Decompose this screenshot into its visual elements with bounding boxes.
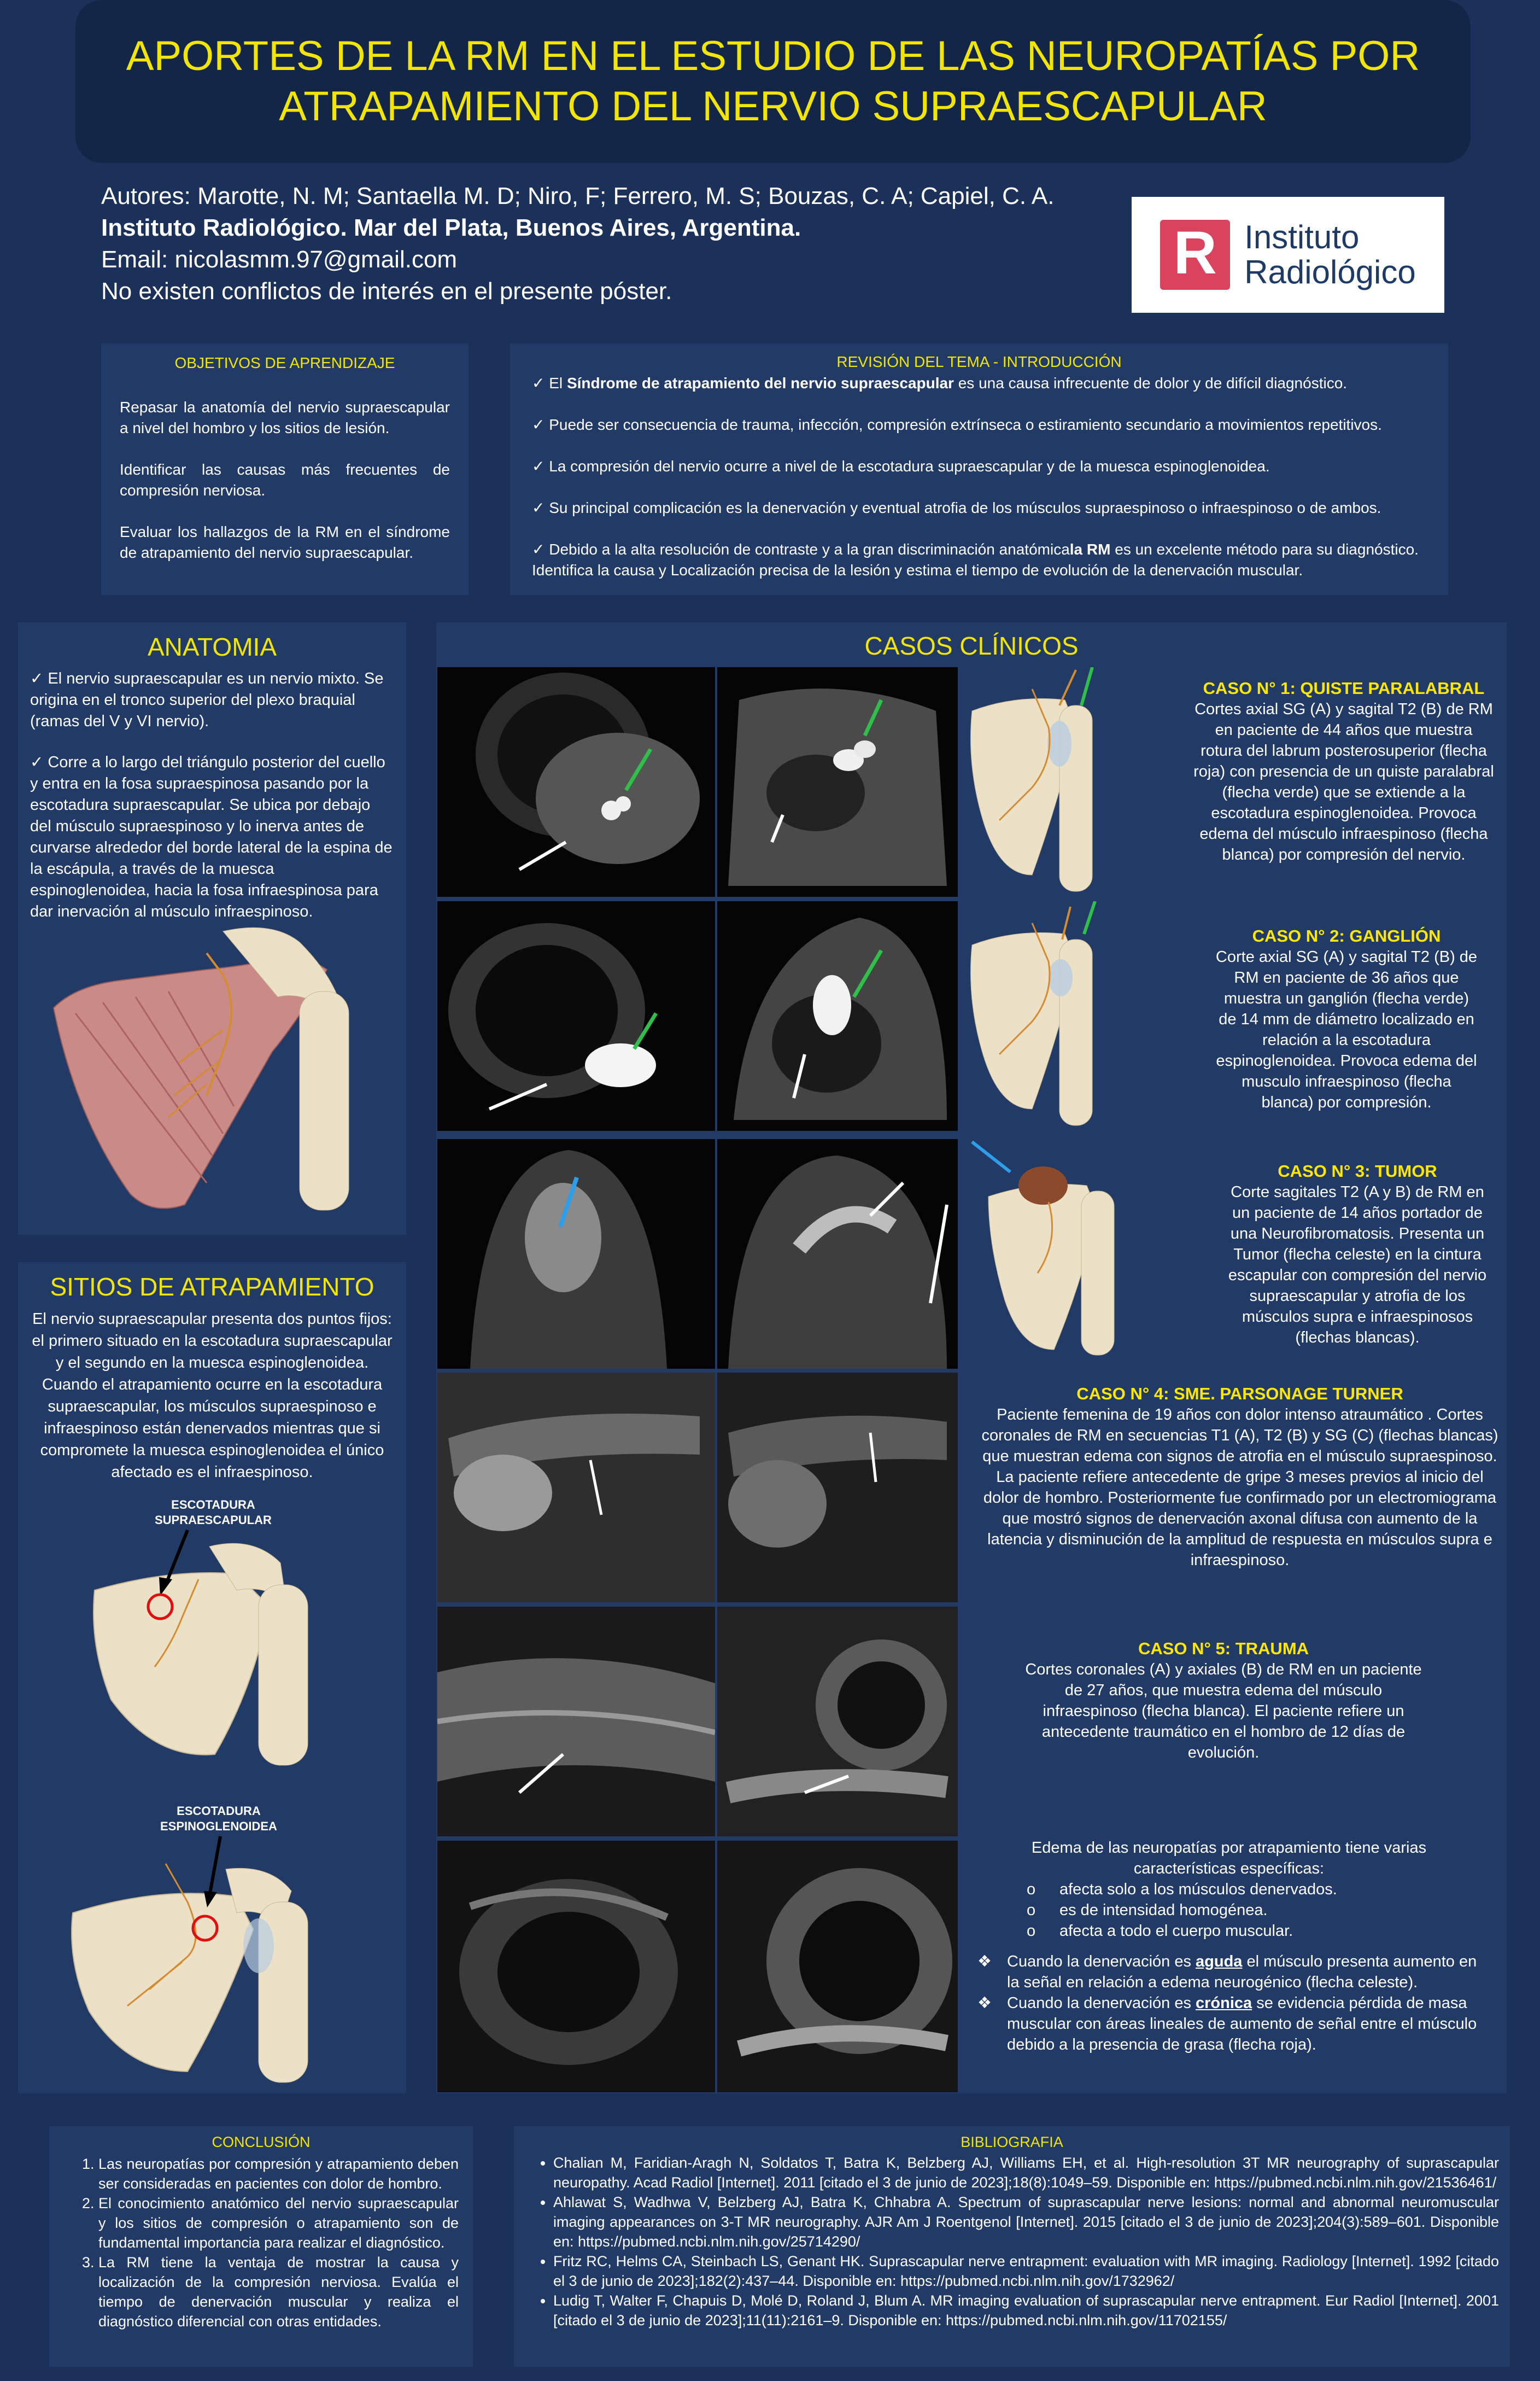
case5-description bbox=[1016, 1638, 1431, 1763]
review-item: ✓ La compresión del nervio ocurre a nivel de la escotadura supraescapular y de la muesca espinoglenoidea. bbox=[532, 458, 1270, 475]
mri-case1-b bbox=[717, 667, 958, 897]
mri-case2-a bbox=[437, 901, 715, 1131]
case4-description bbox=[980, 1384, 1500, 1571]
bibliography-item: • Ludig T, Walter F, Chapuis D, Molé D, Roland J, Blum A. MR imaging evaluation of suprascapular nerve entrapment. Eur Radiol [Internet]. 2001 [citado el 3 de junio de 2023];11(11):2161–9. Disponible en: https://pubmed.ncbi.nlm.nih.gov/11702155/ bbox=[553, 2291, 1499, 2330]
mri-case4-a bbox=[437, 1373, 715, 1602]
case5-text: Cortes coronales (A) y axiales (B) de RM en un paciente de 27 años, que muestra edema del músculo infraespinoso (flecha blanca). El paciente refiere un antecedente traumático en el hombro de 12 días de evolución. bbox=[1025, 1661, 1422, 1761]
entrapment-sites-panel bbox=[18, 1262, 406, 2093]
case4-title: CASO N° 4: SME. PARSONAGE TURNER bbox=[1076, 1384, 1403, 1403]
case2-description bbox=[1215, 926, 1478, 1113]
conclusion-title: CONCLUSIÓN bbox=[212, 2134, 311, 2150]
mri-case1-a bbox=[437, 667, 715, 897]
anatomy-panel bbox=[18, 622, 406, 1235]
case1-shoulder-illustration bbox=[967, 667, 1098, 897]
edema-bullet: o es de intensidad homogénea. bbox=[1027, 1901, 1268, 1919]
institute-logo bbox=[1132, 197, 1444, 313]
bibliography-item: • Ahlawat S, Wadhwa V, Belzberg AJ, Batra K, Chhabra A. Spectrum of suprascapular nerve lesions: normal and abnormal neuromuscular imaging appearances on 3-T MR neurography. AJR Am J Roentgenol [Internet]. 2015 [citado el 3 de junio de 2023];204(3):589–601. Disponible en: https://pubmed.ncbi.nlm.nih.gov/25714290/ bbox=[553, 2192, 1499, 2251]
check-icon: ✓ bbox=[532, 499, 545, 516]
mri-case5-b bbox=[717, 1607, 958, 1836]
acute-denervation-note: ❖ Cuando la denervación es aguda el músculo presenta aumento en la señal en relación a edema neurogénico (flecha celeste). bbox=[977, 1951, 1480, 1993]
bibliography-title: BIBLIOGRAFIA bbox=[961, 2134, 1063, 2150]
case1-text: Cortes axial SG (A) y sagital T2 (B) de RM en paciente de 44 años que muestra rotura del labrum posterosuperior (flecha roja) con presencia de un quiste paralabral (flecha verde) que se extiende a la escotadura espinoglenoidea. Provoca edema del músculo infraespinoso (flecha blanca) por compresión del nervio. bbox=[1193, 701, 1494, 863]
bibliography-item: • Chalian M, Faridian-Aragh N, Soldatos T, Batra K, Belzberg AJ, Williams EH, et al. High-resolution 3T MR neurography of suprascapular neuropathy. Acad Radiol [Internet]. 2011 [citado el 3 de junio de 2023];18(8):1049–59. Disponible en: https://pubmed.ncbi.nlm.nih.gov/21536461/ bbox=[553, 2153, 1499, 2192]
case2-shoulder-illustration bbox=[967, 901, 1098, 1131]
bibliography-panel bbox=[514, 2126, 1510, 2367]
review-item: ✓ Puede ser consecuencia de trauma, infección, compresión extrínseca o estiramiento secundario a movimientos repetitivos. bbox=[532, 416, 1382, 433]
diamond-bullet-icon: ❖ bbox=[977, 1994, 992, 2012]
check-icon: ✓ bbox=[532, 458, 545, 475]
institution-line: Instituto Radiológico. Mar del Plata, Buenos Aires, Argentina. bbox=[101, 214, 801, 241]
chronic-denervation-note: ❖ Cuando la denervación es crónica se evidencia pérdida de masa muscular con áreas lineales de aumento de señal entre el músculo debido a la presencia de grasa (flecha roja). bbox=[977, 1993, 1480, 2055]
mri-extra-b bbox=[717, 1841, 958, 2092]
case2-title: CASO N° 2: GANGLIÓN bbox=[1252, 926, 1441, 946]
mri-case2-b bbox=[717, 901, 958, 1131]
title-line-1: APORTES DE LA RM EN EL ESTUDIO DE LAS NEUROPATÍAS POR bbox=[126, 33, 1420, 79]
case3-description bbox=[1226, 1161, 1489, 1348]
entrapment-sites-title: SITIOS DE ATRAPAMIENTO bbox=[50, 1273, 374, 1301]
mri-case5-a bbox=[437, 1607, 715, 1836]
anatomy-title: ANATOMIA bbox=[148, 633, 277, 661]
case3-text: Corte sagitales T2 (A y B) de RM en un paciente de 14 años portador de una Neurofibromatosis. Presenta un Tumor (flecha celeste) en la cintura escapular con compresión del nervio supraescapular y atrofia de los músculos supra e infraespinosos (flechas blancas). bbox=[1228, 1183, 1487, 1346]
mri-extra-a bbox=[437, 1841, 715, 2092]
objective-item: Identificar las causas más frecuentes de compresión nerviosa. bbox=[120, 461, 450, 499]
suprascapular-notch-illustration bbox=[73, 1525, 335, 1771]
case4-text: Paciente femenina de 19 años con dolor intenso atraumático . Cortes coronales de RM en secuencias T1 (A), T2 (B) y SG (C) (flechas blancas) que muestran edema con signos de atrofia en el músculo supraespinoso. La paciente refiere antecedente de gripe 3 meses previos al inicio del dolor de hombro. Posteriormente fue confirmado por un electromiograma que mostró signos de denervación axonal difusa con aumento de la latencia y disminución de la amplitud de respuesta en músculos supra e infraespinoso. bbox=[981, 1406, 1498, 1569]
bibliography-item: • Fritz RC, Helms CA, Steinbach LS, Genant HK. Suprascapular nerve entrapment: evaluation with MR imaging. Radiology [Internet]. 1992 [citado el 3 de junio de 2023];182(2):437–44. Disponible en: https://pubmed.ncbi.nlm.nih.gov/1732962/ bbox=[553, 2251, 1499, 2291]
diamond-bullet-icon: ❖ bbox=[977, 1953, 992, 1970]
edema-characteristics bbox=[977, 1837, 1480, 2055]
case1-description bbox=[1193, 678, 1494, 865]
check-icon: ✓ bbox=[532, 375, 545, 392]
edema-intro: Edema de las neuropatías por atrapamiento tiene varias características específicas: bbox=[1031, 1839, 1427, 1877]
objective-item: Evaluar los hallazgos de la RM en el síndrome de atrapamiento del nervio supraescapular. bbox=[120, 523, 450, 561]
conclusion-item: 3. La RM tiene la ventaja de mostrar la causa y localización de la compresión nerviosa. Evalúa el tiempo de denervación muscular y realiza el diagnóstico diferencial con otras entidades. bbox=[98, 2252, 459, 2331]
case3-shoulder-illustration bbox=[967, 1131, 1131, 1361]
conflicts-line: No existen conflictos de interés en el presente póster. bbox=[101, 278, 672, 305]
review-item: ✓ Su principal complicación es la denervación y eventual atrofia de los músculos supraespinoso o infraespinoso o de ambos. bbox=[532, 499, 1381, 516]
case3-title: CASO N° 3: TUMOR bbox=[1278, 1162, 1437, 1181]
objectives-title: OBJETIVOS DE APRENDIZAJE bbox=[174, 354, 395, 371]
shoulder-anatomy-illustration bbox=[43, 920, 371, 1216]
mri-case4-b bbox=[717, 1373, 958, 1602]
objective-item: Repasar la anatomía del nervio supraescapular a nivel del hombro y los sitios de lesión. bbox=[120, 399, 450, 436]
title-line-2: ATRAPAMIENTO DEL NERVIO SUPRAESCAPULAR bbox=[279, 83, 1267, 130]
anatomy-paragraph: ✓ Corre a lo largo del triángulo posterior del cuello y entra en la fosa supraespinosa pasando por la escotadura supraescapular. Se ubica por debajo del músculo supraespinoso y lo inerva antes de curvarse alrededor del borde lateral de la espina de la escápula, a través de la muesca espinoglenoidea, hacia la fosa infraespinosa para dar inervación al músculo infraespinoso. bbox=[30, 754, 393, 920]
check-icon: ✓ bbox=[532, 541, 545, 558]
objectives-panel bbox=[101, 343, 469, 595]
mri-case3-a bbox=[437, 1139, 715, 1369]
conclusion-item: 2. El conocimiento anatómico del nervio supraescapular y los sitios de compresión o atrapamiento son de fundamental importancia para realizar el diagnóstico. bbox=[98, 2193, 459, 2252]
edema-bullet: o afecta solo a los músculos denervados. bbox=[1027, 1881, 1337, 1898]
case1-title: CASO N° 1: QUISTE PARALABRAL bbox=[1203, 679, 1485, 698]
check-icon: ✓ bbox=[532, 416, 545, 433]
case2-text: Corte axial SG (A) y sagital T2 (B) de RM en paciente de 36 años que muestra un ganglión (flecha verde) de 14 mm de diámetro localizado en relación a la escotadura espinoglenoidea. Provoca edema del musculo infraespinoso (flecha blanca) por compresión. bbox=[1215, 948, 1478, 1111]
edema-bullet: o afecta a todo el cuerpo muscular. bbox=[1027, 1922, 1293, 1940]
spinoglenoid-notch-illustration bbox=[62, 1831, 346, 2088]
review-panel bbox=[510, 343, 1448, 595]
title-banner bbox=[75, 0, 1471, 163]
conclusion-panel bbox=[49, 2126, 473, 2367]
logo-text: Instituto Radiológico bbox=[1244, 219, 1416, 290]
logo-mark-icon: R bbox=[1160, 220, 1230, 290]
email-line: Email: nicolasmm.97@gmail.com bbox=[101, 246, 458, 273]
authors-line: Autores: Marotte, N. M; Santaella M. D; Niro, F; Ferrero, M. S; Bouzas, C. A; Capiel, C. A. bbox=[101, 183, 1055, 209]
anatomy-paragraph: ✓ El nervio supraescapular es un nervio mixto. Se origina en el tronco superior del plexo braquial (ramas del V y VI nervio). bbox=[30, 670, 384, 730]
mri-case3-b bbox=[717, 1139, 958, 1369]
review-item: ✓ El Síndrome de atrapamiento del nervio supraescapular es una causa infrecuente de dolor y de difícil diagnóstico. bbox=[532, 375, 1348, 392]
case5-title: CASO N° 5: TRAUMA bbox=[1138, 1639, 1309, 1658]
entrapment-sites-text: El nervio supraescapular presenta dos puntos fijos: el primero situado en la escotadura supraescapular y el segundo en la muesca espinoglenoidea. Cuando el atrapamiento ocurre en la escotadura supraescapular, los músculos supraespinoso e infraespinoso están denervados mientras que si compromete la muesca espinoglenoidea el único afectado es el infraespinoso. bbox=[32, 1310, 393, 1481]
review-title: REVISIÓN DEL TEMA - INTRODUCCIÓN bbox=[836, 353, 1122, 370]
clinical-cases-panel bbox=[436, 622, 1507, 2093]
conclusion-item: 1. Las neuropatías por compresión y atrapamiento deben ser consideradas en pacientes con dolor de hombro. bbox=[98, 2154, 459, 2193]
review-item: ✓ Debido a la alta resolución de contraste y a la gran discriminación anatómicala RM es un excelente método para su diagnóstico. Identifica la causa y Localización precisa de la lesión y estima el tiempo de evolución de la denervación muscular. bbox=[532, 541, 1419, 579]
author-block bbox=[101, 180, 1112, 307]
spinoglenoid-notch-label: ESCOTADURA ESPINOGLENOIDEA bbox=[160, 1804, 277, 1833]
suprascapular-notch-label: ESCOTADURA SUPRAESCAPULAR bbox=[155, 1498, 272, 1527]
clinical-cases-title: CASOS CLÍNICOS bbox=[864, 632, 1079, 660]
